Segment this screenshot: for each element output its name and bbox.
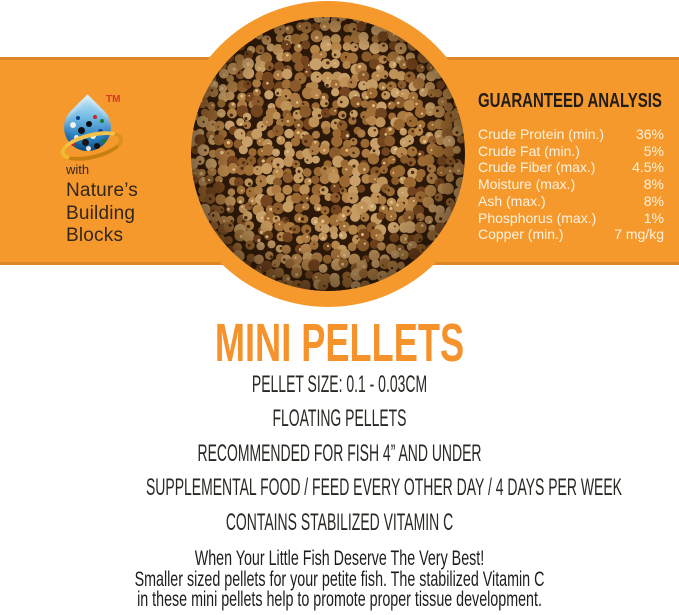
analysis-value: 8%	[643, 192, 664, 209]
analysis-row	[478, 126, 664, 143]
brand-name-line1: Nature’s	[66, 180, 139, 201]
spec-floating: FLOATING PELLETS	[272, 405, 407, 432]
product-title: MINI PELLETS	[214, 313, 465, 373]
spec-supplemental: SUPPLEMENTAL FOOD / FEED EVERY OTHER DAY / 4 DAYS PER WEEK	[145, 474, 622, 501]
brand-text	[66, 163, 138, 248]
analysis-label: Moisture (max.)	[478, 176, 576, 193]
description-line1: Smaller sized pellets for your petite fish. The stabilized Vitamin C	[134, 567, 545, 591]
analysis-value: 8%	[643, 176, 664, 193]
analysis-value: 7 mg/kg	[614, 226, 664, 243]
analysis-value: 1%	[643, 209, 664, 226]
analysis-table	[478, 126, 664, 243]
spec-pellet-size: PELLET SIZE: 0.1 - 0.03CM	[251, 371, 428, 398]
spec-vitamin-c: CONTAINS STABILIZED VITAMIN C	[225, 509, 454, 536]
analysis-row	[478, 226, 664, 243]
guaranteed-analysis-panel	[478, 90, 664, 243]
marketing-copy	[0, 549, 679, 611]
analysis-value: 5%	[643, 142, 664, 159]
pellets-photo	[191, 17, 465, 291]
analysis-row	[478, 176, 664, 193]
analysis-row	[478, 210, 664, 227]
analysis-value: 4.5%	[632, 159, 664, 176]
analysis-value: 36%	[635, 126, 664, 142]
brand-name-line2: Building	[66, 202, 136, 224]
analysis-label: Copper (min.)	[478, 226, 564, 243]
analysis-label: Crude Fiber (max.)	[478, 159, 596, 176]
analysis-row	[478, 143, 664, 160]
analysis-label: Ash (max.)	[478, 192, 546, 209]
spec-recommended: RECOMMENDED FOR FISH 4” AND UNDER	[197, 440, 482, 467]
analysis-label: Phosphorus (max.)	[478, 209, 597, 226]
guaranteed-analysis-title: GUARANTEED ANALYSIS	[478, 90, 662, 112]
tagline: When Your Little Fish Deserve The Very Best!	[194, 547, 485, 570]
analysis-label: Crude Protein (min.)	[478, 126, 605, 142]
analysis-row	[478, 193, 664, 210]
analysis-label: Crude Fat (min.)	[478, 142, 580, 159]
brand-with: with	[66, 162, 90, 177]
brand-name-line3: Blocks	[66, 225, 124, 246]
analysis-row	[478, 159, 664, 176]
description-line2: in these mini pellets help to promote proper tissue development.	[137, 588, 542, 611]
trademark-symbol: TM	[106, 94, 121, 105]
